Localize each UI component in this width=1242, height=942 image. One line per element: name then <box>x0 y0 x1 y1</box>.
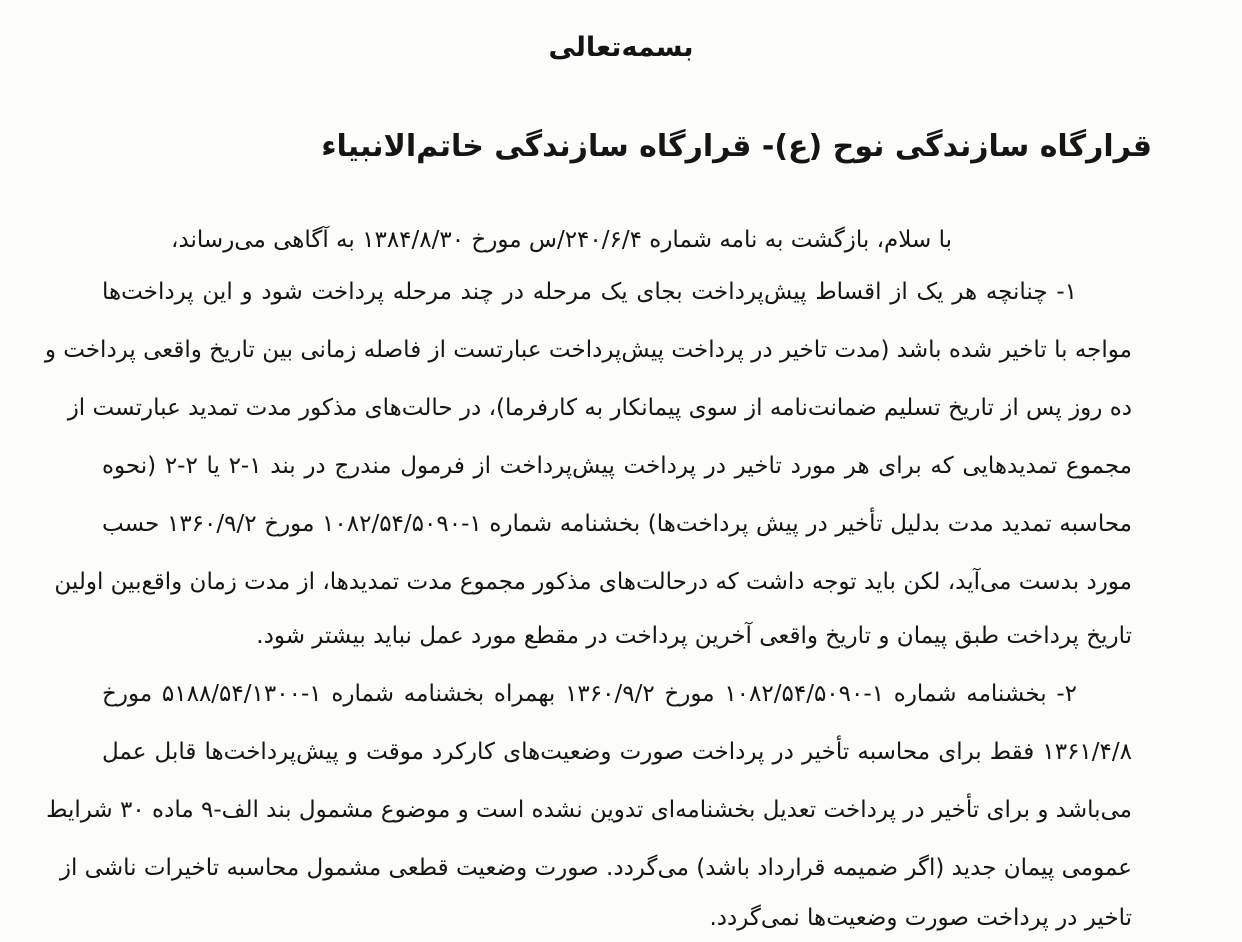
paragraph-line: ده روز پس از تاریخ تسلیم ضمانت‌نامه از سوی پیمانکار به کارفرما)، در حالت‌های مذکور مدت تمدید عبارتست از <box>67 395 1132 421</box>
paragraph-line: مجموع تمدیدهایی که برای هر مورد تاخیر در پرداخت پیش‌پرداخت از فرمول مندرج در بند ۱-۲ یا ۲-۲ (نحوه <box>102 453 1133 479</box>
paragraph-line: ۲- بخشنامه شماره ۱-۱۰۸۲/۵۴/۵۰۹۰ مورخ ۱۳۶۰/۹/۲ بهمراه بخشنامه شماره ۱-۵۱۸۸/۵۴/۱۳۰۰ مورخ <box>102 681 1077 707</box>
paragraph-line: تاخیر در پرداخت صورت وضعیت‌ها نمی‌گردد. <box>709 905 1132 931</box>
document-title: قرارگاه سازندگی نوح (ع)- قرارگاه سازندگی خاتم‌الانبیاء <box>321 129 1152 164</box>
paragraph-line: مورد بدست می‌آید، لکن باید توجه داشت که درحالت‌های مذکور مجموع مدت تمدیدها، از مدت زمان واقع‌بین اولین <box>54 569 1132 595</box>
greeting-line: با سلام، بازگشت به نامه شماره ۲۴۰/۶/۴/س مورخ ۱۳۸۴/۸/۳۰ به آگاهی می‌رساند، <box>171 227 952 253</box>
paragraph-line: تاریخ پرداخت طبق پیمان و تاریخ واقعی آخرین پرداخت در مقطع مورد عمل نباید بیشتر شود. <box>256 623 1132 649</box>
paragraph-line: محاسبه تمدید مدت بدلیل تأخیر در پیش پرداخت‌ها) بخشنامه شماره ۱-۱۰۸۲/۵۴/۵۰۹۰ مورخ ۱۳۶۰/۹/۲ حسب <box>102 511 1132 537</box>
paragraph-line: ۱۳۶۱/۴/۸ فقط برای محاسبه تأخیر در پرداخت صورت وضعیت‌های کارکرد موقت و پیش‌پرداخت‌ها قابل عمل <box>102 739 1132 765</box>
paragraph-line: مواجه با تاخیر شده باشد (مدت تاخیر در پرداخت پیش‌پرداخت عبارتست از فاصله زمانی بین تاریخ واقعی پرداخت و <box>44 337 1132 363</box>
paragraph-line: می‌باشد و برای تأخیر در پرداخت تعدیل بخشنامه‌ای تدوین نشده است و موضوع مشمول بند الف-۹ ماده ۳۰ شرایط <box>46 797 1132 823</box>
paragraph-line: عمومی پیمان جدید (اگر ضمیمه قرارداد باشد) می‌گردد. صورت وضعیت قطعی مشمول محاسبه تاخیرات ناشی از <box>59 855 1132 881</box>
paragraph-line: ۱- چنانچه هر یک از اقساط پیش‌پرداخت بجای یک مرحله در چند مرحله پرداخت شود و این پرداخت‌ها <box>102 279 1077 305</box>
document-heading: بسمه‌تعالی <box>548 32 694 63</box>
